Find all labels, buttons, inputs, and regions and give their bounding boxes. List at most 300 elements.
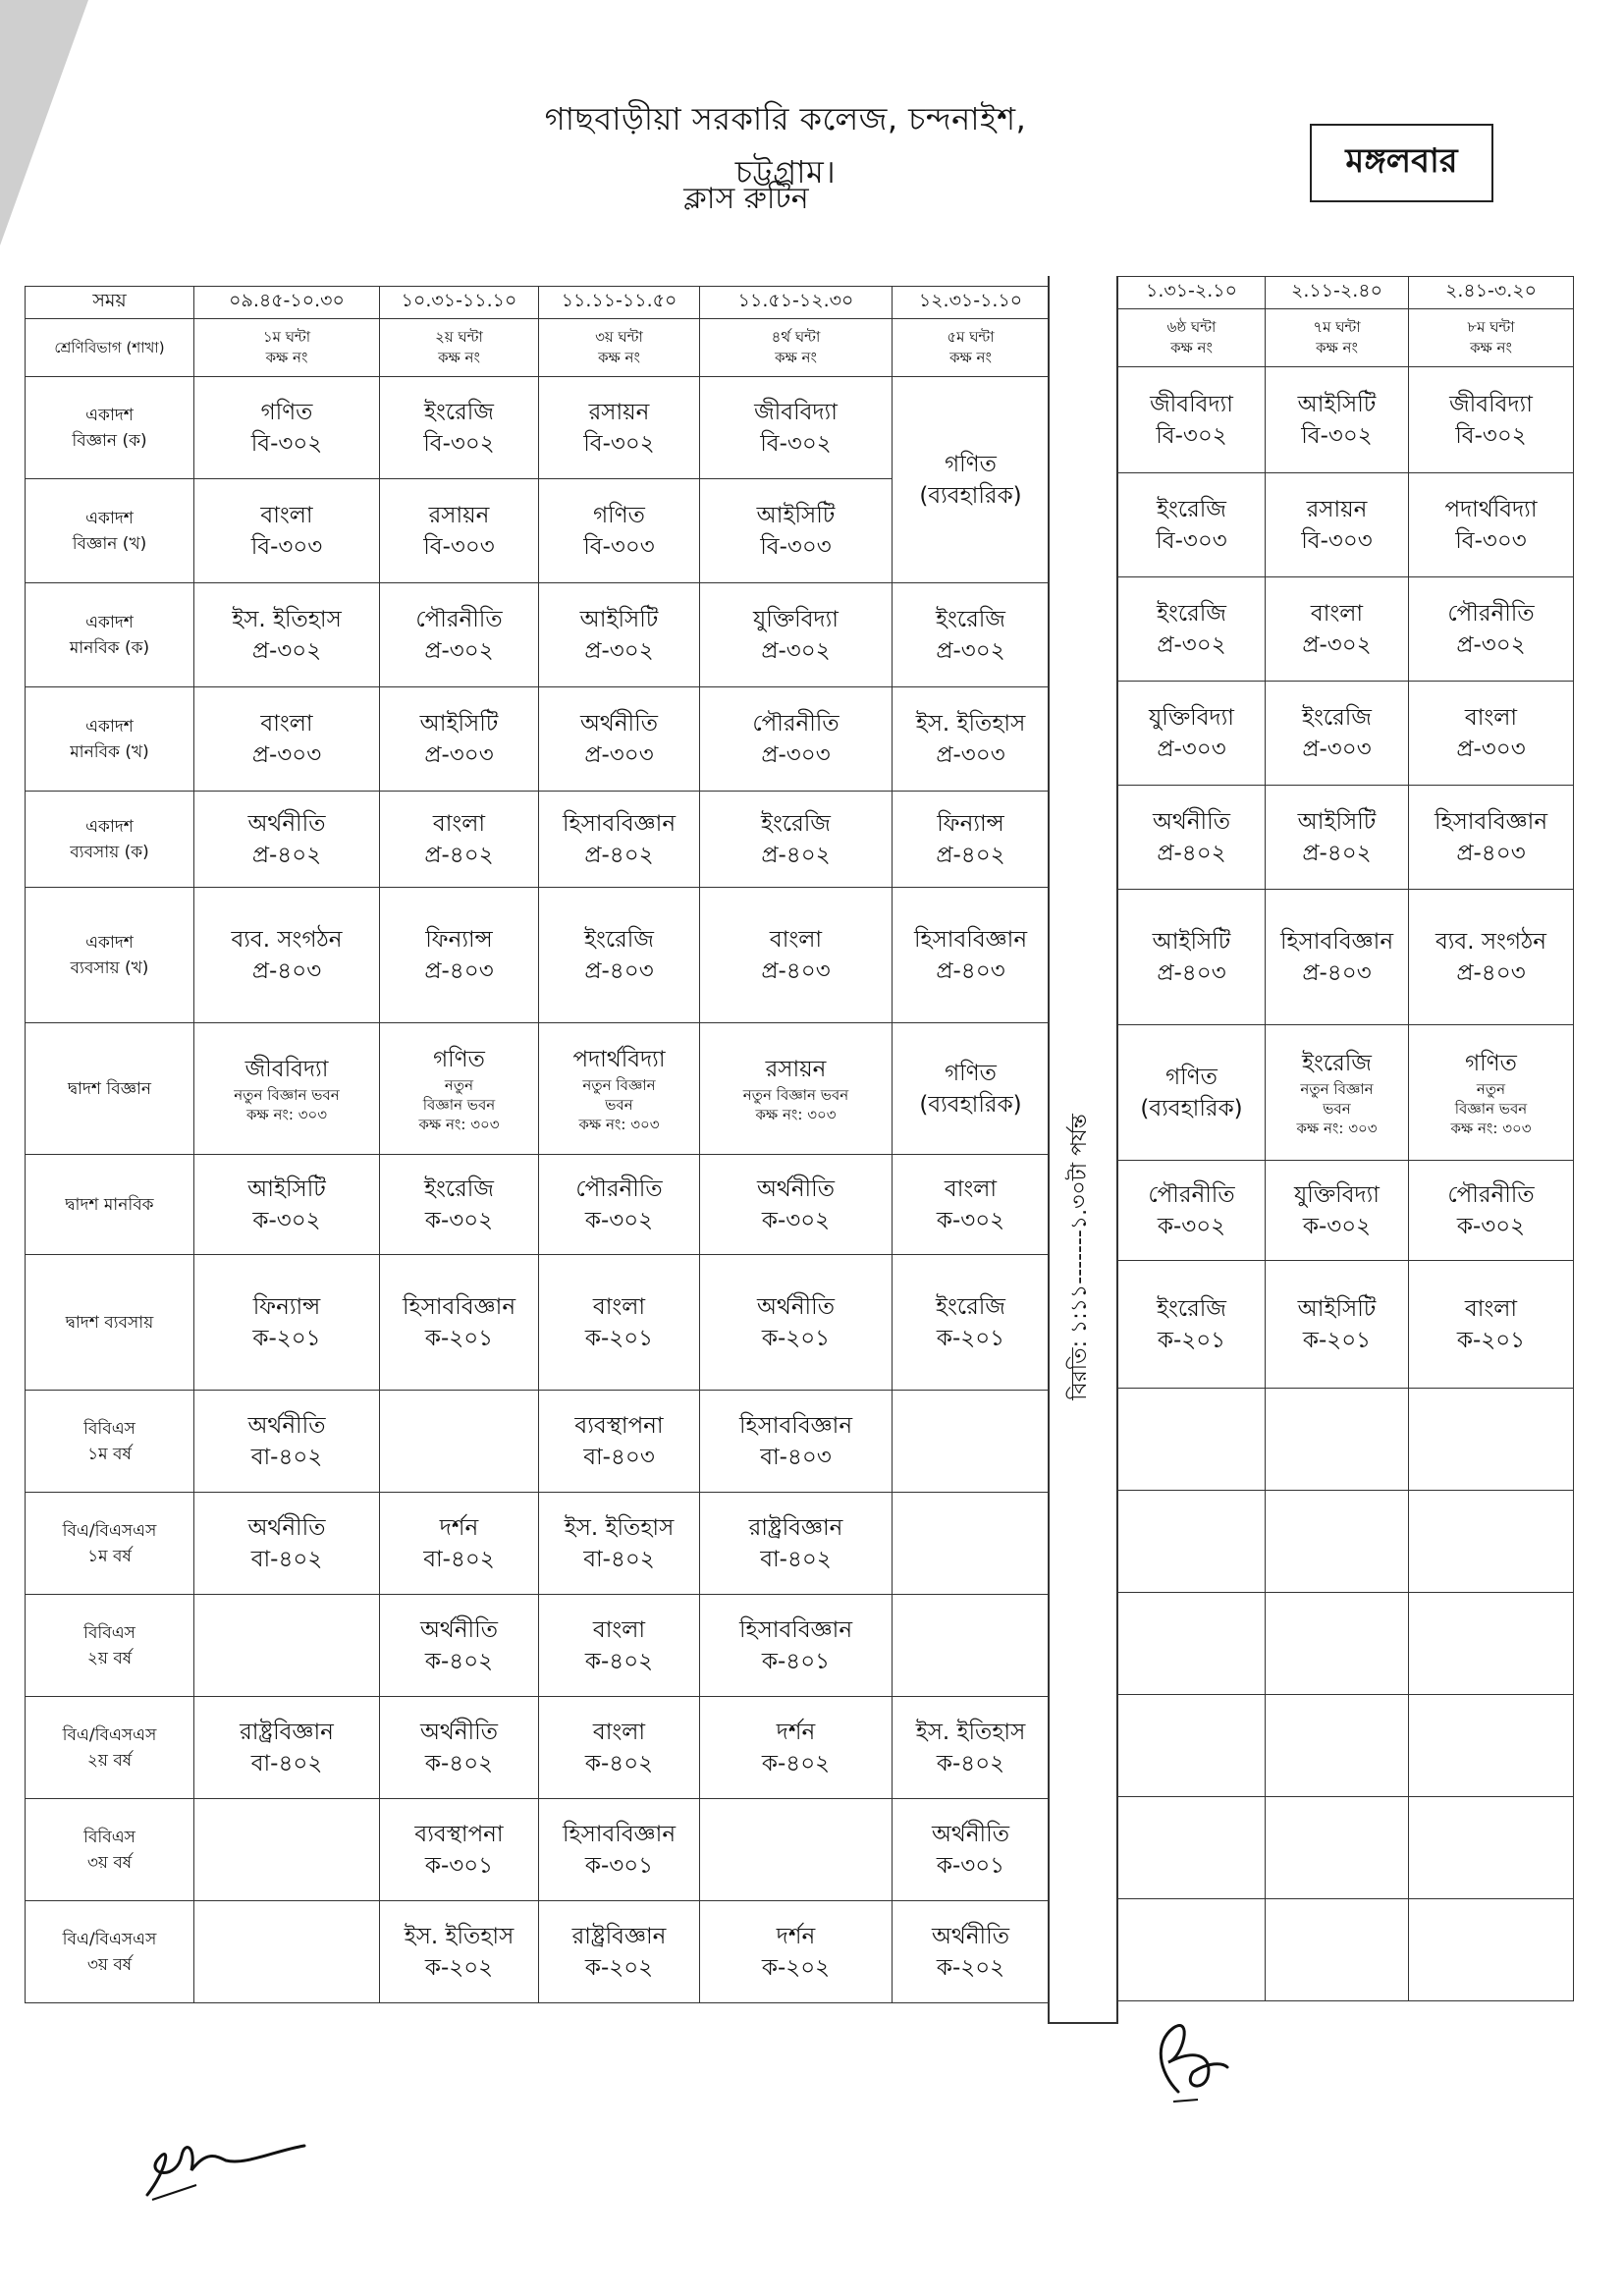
subject-line: প্র-৩০৩ — [1456, 736, 1526, 762]
routine-cell — [194, 1595, 380, 1697]
routine-cell — [194, 1799, 380, 1901]
subject-line: হিসাববিজ্ঞান — [738, 1412, 853, 1439]
table-row — [1118, 682, 1574, 786]
subject-line: প্র-৪০২ — [1302, 840, 1372, 866]
table-row — [26, 792, 1050, 888]
routine-cell — [1266, 1025, 1409, 1161]
class-label — [26, 583, 194, 687]
routine-cell — [539, 1697, 700, 1799]
subject-line: হিসাববিজ্ঞান — [1279, 928, 1394, 955]
subject-line: অর্থনীতি — [932, 1923, 1009, 1949]
class-label — [26, 1595, 194, 1697]
routine-cell — [893, 583, 1050, 687]
subject-line: জীববিদ্যা — [244, 1056, 329, 1082]
routine-cell — [1118, 1899, 1266, 2001]
subject-line: প্র-৩০৩ — [1302, 736, 1372, 762]
subject-line: গণিত (ব্যবহারিক) — [919, 451, 1022, 509]
routine-cell — [1118, 1797, 1266, 1899]
subject-line: ক-৩০২ — [936, 1207, 1005, 1233]
routine-cell — [380, 1595, 539, 1697]
table-row — [26, 1595, 1050, 1697]
subject-line: পৌরনীতি — [752, 710, 839, 737]
subject-line: গণিত — [945, 1060, 997, 1086]
routine-cell — [1118, 1695, 1266, 1797]
subject-line: পদার্থবিদ্যা — [1444, 496, 1538, 522]
class-label — [26, 377, 194, 479]
table-row — [26, 1023, 1050, 1155]
subject-line: রাষ্ট্রবিজ্ঞান — [571, 1923, 667, 1949]
subject-line: ক-৩০১ — [424, 1852, 494, 1879]
break-label: বিরতি: ১:১১-------১.৩০টা পর্যন্ত — [1066, 1114, 1092, 1400]
subject-line: বাংলা — [1464, 704, 1518, 731]
subject-line: প্র-৪০৩ — [1456, 959, 1526, 986]
subject-line: বা-৪০২ — [423, 1546, 495, 1572]
subject-line: হিসাববিজ্ঞান — [913, 926, 1028, 953]
time-slot: ০৯.৪৫-১০.৩০ — [194, 287, 380, 319]
routine-cell — [700, 1799, 893, 1901]
subject-line: বি-৩০২ — [1455, 422, 1527, 449]
time-slot: ২.১১-২.৪০ — [1266, 277, 1409, 309]
class-label-line: ১ম বর্ষ — [87, 1444, 132, 1464]
routine-cell — [1409, 367, 1574, 473]
table-row — [26, 888, 1050, 1023]
period-header — [1409, 309, 1574, 367]
subject-line: ক-৪০২ — [761, 1750, 831, 1777]
subject-line: প্র-৪০২ — [761, 842, 831, 868]
class-label-line: একাদশ — [85, 816, 134, 837]
subject-line: ক-২০২ — [936, 1954, 1005, 1981]
subject-line: জীববিদ্যা — [754, 399, 838, 425]
subject-line: প্র-৩০২ — [424, 637, 494, 664]
subject-line: রসায়ন — [765, 1056, 827, 1082]
subject-line: ক-৪০২ — [424, 1750, 494, 1777]
table-row — [26, 687, 1050, 792]
subject-line: প্র-৪০২ — [1157, 840, 1226, 866]
routine-cell — [194, 687, 380, 792]
subject-line: অর্থনীতি — [580, 710, 658, 737]
subject-line: প্র-৪০৩ — [251, 957, 322, 984]
subject-line: আইসিটি — [419, 710, 499, 737]
routine-cell — [700, 1255, 893, 1391]
subject-line: প্র-৪০২ — [936, 842, 1005, 868]
subject-line: প্র-৩০২ — [1157, 631, 1226, 658]
routine-cell — [1118, 890, 1266, 1025]
routine-cell — [380, 479, 539, 583]
routine-cell — [194, 479, 380, 583]
class-label-line: ১ম বর্ষ — [87, 1546, 132, 1566]
subject-line: যুক্তিবিদ্যা — [753, 606, 839, 632]
subject-line: বাংলা — [592, 1719, 646, 1745]
routine-cell — [1409, 577, 1574, 682]
subject-line: রাষ্ট্রবিজ্ঞান — [240, 1719, 334, 1745]
routine-cell — [1118, 1161, 1266, 1261]
routine-cell — [194, 1493, 380, 1595]
subject-line: প্র-৪০৩ — [584, 957, 654, 984]
table-row — [26, 1799, 1050, 1901]
routine-cell — [380, 1155, 539, 1255]
day-label: মঙ্গলবার — [1310, 124, 1493, 202]
subject-line: (ব্যবহারিক) — [919, 1091, 1022, 1118]
class-header-label — [26, 319, 194, 377]
subject-line: বি-৩০৩ — [423, 533, 495, 560]
class-label-line: মানবিক (ক) — [69, 637, 150, 658]
subject-line: বাংলা — [1310, 600, 1364, 627]
subject-line: ব্যব. সংগঠন — [231, 926, 343, 953]
routine-cell — [1266, 890, 1409, 1025]
subject-line: গণিত — [1465, 1050, 1517, 1076]
subject-line: বাংলা — [592, 1616, 646, 1643]
table-row — [26, 1391, 1050, 1493]
class-label-line: ব্যবসায় (ক) — [70, 842, 149, 862]
subject-line: ক-২০১ — [1157, 1327, 1226, 1353]
routine-cell — [194, 583, 380, 687]
routine-cell — [893, 1155, 1050, 1255]
table-row — [1118, 786, 1574, 890]
table-row — [1118, 577, 1574, 682]
subject-line: প্র-৩০২ — [251, 637, 322, 664]
subject-line: আইসিটি — [1297, 1295, 1377, 1322]
routine-cell — [539, 792, 700, 888]
subject-line: প্র-৪০৩ — [761, 957, 831, 984]
routine-cell — [1118, 682, 1266, 786]
routine-cell — [539, 1595, 700, 1697]
subject-line: ক-৩০২ — [252, 1207, 321, 1233]
routine-cell — [194, 1391, 380, 1493]
routine-cell — [700, 377, 893, 479]
subject-line: ক-৪০২ — [424, 1648, 494, 1674]
room-note: নতুন বিজ্ঞান ভবন — [742, 1085, 849, 1104]
room-note: বিজ্ঞান ভবন — [422, 1095, 496, 1114]
subject-line: প্র-৪০২ — [424, 842, 494, 868]
subject-line: বাংলা — [260, 710, 313, 737]
routine-cell — [1409, 1025, 1574, 1161]
subject-line: আইসিটি — [579, 606, 659, 632]
subject-line: ক-৪০২ — [584, 1750, 654, 1777]
subject-line: বি-৩০২ — [1156, 422, 1227, 449]
subject-line: প্র-৪০৩ — [1456, 840, 1526, 866]
routine-cell — [1409, 1161, 1574, 1261]
routine-cell — [194, 1255, 380, 1391]
routine-cell — [1266, 1491, 1409, 1593]
routine-cell — [1266, 1389, 1409, 1491]
room-note: কক্ষ নং: ৩০৩ — [246, 1105, 327, 1123]
subject-line: পৌরনীতি — [1447, 1181, 1535, 1208]
routine-cell — [380, 583, 539, 687]
routine-cell — [1118, 1389, 1266, 1491]
subject-line: বা-৪০২ — [583, 1546, 655, 1572]
class-label-line: দ্বাদশ বিজ্ঞান — [67, 1078, 152, 1099]
time-slot: ২.৪১-৩.২০ — [1409, 277, 1574, 309]
subject-line: অর্থনীতি — [757, 1175, 835, 1202]
subject-line: বাংলা — [1464, 1295, 1518, 1322]
subject-line: বা-৪০৩ — [583, 1444, 655, 1470]
subject-line: ইংরেজি — [584, 926, 654, 953]
subject-line: বা-৪০২ — [250, 1750, 323, 1777]
subject-line: বি-৩০৩ — [583, 533, 655, 560]
subject-line: ক-২০১ — [252, 1325, 321, 1351]
routine-cell — [539, 377, 700, 479]
subject-line: রসায়ন — [588, 399, 650, 425]
table-row — [26, 1493, 1050, 1595]
class-label-line: বিএ/বিএসএস — [62, 1724, 157, 1745]
subject-line: ব্যব. সংগঠন — [1435, 928, 1547, 955]
subject-line: বাংলা — [592, 1293, 646, 1320]
routine-cell — [380, 792, 539, 888]
period-line: ৩য় ঘন্টা — [595, 328, 643, 346]
subject-line: ক-৩০২ — [1456, 1213, 1526, 1239]
class-label — [26, 1697, 194, 1799]
table-row — [1118, 1491, 1574, 1593]
routine-cell — [700, 1493, 893, 1595]
subject-line: ক-২০১ — [761, 1325, 831, 1351]
routine-cell — [380, 1391, 539, 1493]
routine-cell — [380, 687, 539, 792]
routine-cell — [893, 1799, 1050, 1901]
subject-line: অর্থনীতি — [247, 1412, 326, 1439]
time-slot: ১১.৫১-১২.৩০ — [700, 287, 893, 319]
class-label — [26, 1799, 194, 1901]
class-label-line: একাদশ — [85, 932, 134, 953]
subject-line: পদার্থবিদ্যা — [572, 1046, 666, 1072]
routine-cell — [1118, 786, 1266, 890]
class-label — [26, 1901, 194, 2003]
routine-cell — [194, 888, 380, 1023]
class-label-line: ৩য় বর্ষ — [86, 1852, 133, 1873]
routine-cell — [893, 1901, 1050, 2003]
routine-cell — [380, 1901, 539, 2003]
routine-cell — [1266, 1899, 1409, 2001]
routine-cell — [380, 1697, 539, 1799]
routine-cell — [1409, 1899, 1574, 2001]
table-row — [1118, 1261, 1574, 1389]
table-row — [1118, 1161, 1574, 1261]
room-note: বিজ্ঞান ভবন — [1454, 1099, 1528, 1118]
subject-line: ইস. ইতিহাস — [915, 1719, 1026, 1745]
routine-table-left — [25, 286, 1050, 2003]
period-line: কক্ষ নং — [265, 349, 308, 366]
subject-line: বা-৪০২ — [760, 1546, 832, 1572]
routine-cell — [700, 888, 893, 1023]
routine-cell — [1118, 577, 1266, 682]
class-label-line: একাদশ — [85, 405, 134, 425]
routine-cell — [380, 1255, 539, 1391]
routine-cell — [539, 687, 700, 792]
period-line: ৮ম ঘন্টা — [1467, 318, 1515, 336]
routine-cell — [1266, 473, 1409, 577]
subject-line: ইংরেজি — [936, 1293, 1005, 1320]
routine-cell — [700, 479, 893, 583]
subject-line: প্র-৪০৩ — [424, 957, 494, 984]
routine-cell — [1409, 1261, 1574, 1389]
time-slot: ১০.৩১-১১.১০ — [380, 287, 539, 319]
table-row — [1118, 890, 1574, 1025]
routine-cell — [1409, 786, 1574, 890]
subject-line: যুক্তিবিদ্যা — [1149, 704, 1234, 731]
subject-line: প্র-৩০৩ — [761, 741, 831, 768]
routine-cell — [1266, 1593, 1409, 1695]
subject-line: প্র-৩০৩ — [424, 741, 494, 768]
table-row — [26, 377, 1050, 479]
period-line: কক্ষ নং — [438, 349, 480, 366]
routine-cell — [700, 792, 893, 888]
subject-line: প্র-৩০৩ — [936, 741, 1005, 768]
subject-line: প্র-৪০৩ — [1302, 959, 1372, 986]
routine-cell — [1266, 1261, 1409, 1389]
subject-line: ক-৩০২ — [1302, 1213, 1372, 1239]
routine-cell — [893, 687, 1050, 792]
routine-cell — [700, 1595, 893, 1697]
room-note: কক্ষ নং: ৩০৩ — [1450, 1119, 1532, 1137]
class-label — [26, 1493, 194, 1595]
routine-cell — [1266, 682, 1409, 786]
routine-cell — [700, 1155, 893, 1255]
routine-cell — [1118, 1261, 1266, 1389]
table-row — [1118, 1899, 1574, 2001]
routine-cell — [539, 1493, 700, 1595]
time-slot: ১.৩১-২.১০ — [1118, 277, 1266, 309]
subject-line: ক-২০১ — [584, 1325, 654, 1351]
subject-line: অর্থনীতি — [757, 1293, 835, 1320]
room-note: নতুন বিজ্ঞান — [582, 1075, 656, 1094]
class-label-line: মানবিক (খ) — [70, 741, 149, 762]
subject-line: প্র-৪০২ — [251, 842, 322, 868]
routine-cell — [893, 1697, 1050, 1799]
subject-line: ক-২০২ — [584, 1954, 654, 1981]
routine-cell — [539, 583, 700, 687]
table-row — [1118, 1593, 1574, 1695]
subject-line: প্র-৪০৩ — [936, 957, 1005, 984]
subject-line: ক-২০১ — [936, 1325, 1005, 1351]
time-slot: ১১.১১-১১.৫০ — [539, 287, 700, 319]
subject-line: প্র-৩০২ — [936, 637, 1005, 664]
subject-line: যুক্তিবিদ্যা — [1294, 1181, 1380, 1208]
subject-line: প্র-৪০২ — [584, 842, 654, 868]
subject-line: বাংলা — [432, 810, 486, 837]
room-note: কক্ষ নং: ৩০৩ — [418, 1115, 500, 1133]
class-label-line: একাদশ — [85, 716, 134, 737]
routine-cell — [1409, 1491, 1574, 1593]
routine-cell — [539, 479, 700, 583]
routine-cell — [893, 1391, 1050, 1493]
class-label — [26, 792, 194, 888]
table-row — [1118, 1025, 1574, 1161]
subject-line: ইংরেজি — [424, 399, 494, 425]
subject-line: আইসিটি — [1297, 808, 1377, 835]
period-line: কক্ষ নং — [598, 349, 640, 366]
class-label-line: একাদশ — [85, 612, 134, 632]
class-label-line: ৩য় বর্ষ — [86, 1954, 133, 1975]
class-label-line: বিজ্ঞান (খ) — [72, 533, 147, 554]
routine-cell — [700, 687, 893, 792]
subject-line: প্র-৩০২ — [584, 637, 654, 664]
class-label-line: ব্যবসায় (খ) — [70, 957, 149, 978]
routine-cell — [194, 1155, 380, 1255]
routine-cell — [380, 1799, 539, 1901]
class-label-line: বিএ/বিএসএস — [62, 1929, 157, 1949]
routine-cell — [1409, 1593, 1574, 1695]
subject-line: ইস. ইতিহাস — [232, 606, 342, 632]
subject-line: জীববিদ্যা — [1449, 391, 1533, 417]
routine-cell — [700, 583, 893, 687]
period-line: ২য় ঘন্টা — [435, 328, 483, 346]
merged-practical-cell — [893, 377, 1050, 583]
room-note: কক্ষ নং: ৩০৩ — [1296, 1119, 1378, 1137]
routine-cell — [1409, 1695, 1574, 1797]
routine-cell — [1266, 577, 1409, 682]
period-header — [893, 319, 1050, 377]
subject-line: বি-৩০৩ — [1301, 527, 1373, 554]
subject-line: ইস. ইতিহাস — [915, 710, 1026, 737]
routine-cell — [194, 1901, 380, 2003]
routine-cell — [1118, 1593, 1266, 1695]
table-row — [26, 1255, 1050, 1391]
class-label-line: দ্বাদশ মানবিক — [65, 1194, 154, 1215]
subject-line: গণিত — [593, 502, 645, 528]
period-line: ৭ম ঘন্টা — [1313, 318, 1361, 336]
class-label-line: বিবিএস — [83, 1827, 135, 1847]
time-slot: ১২.৩১-১.১০ — [893, 287, 1050, 319]
period-header — [1118, 309, 1266, 367]
period-line: কক্ষ নং — [1470, 339, 1512, 356]
subject-line: আইসিটি — [1152, 928, 1231, 955]
routine-cell — [539, 1023, 700, 1155]
period-header — [700, 319, 893, 377]
routine-cell — [700, 1697, 893, 1799]
subject-line: ক-৩০১ — [936, 1852, 1005, 1879]
subject-line: রসায়ন — [428, 502, 490, 528]
subject-line: ব্যবস্থাপনা — [574, 1412, 664, 1439]
table-row — [26, 1155, 1050, 1255]
subject-line: ক-৩০১ — [584, 1852, 654, 1879]
routine-cell — [539, 1255, 700, 1391]
subject-line: পৌরনীতি — [1447, 600, 1535, 627]
routine-cell — [700, 1901, 893, 2003]
table-row — [1118, 473, 1574, 577]
subject-line: আইসিটি — [247, 1175, 326, 1202]
subject-line: গণিত — [433, 1046, 485, 1072]
period-line: ৫ম ঘন্টা — [947, 328, 995, 346]
class-label-line: ২য় বর্ষ — [86, 1750, 133, 1771]
subject-line: বি-৩০২ — [1301, 422, 1373, 449]
routine-cell — [539, 1799, 700, 1901]
subject-line: প্র-৩০৩ — [1157, 736, 1226, 762]
subject-line: বাংলা — [260, 502, 313, 528]
subject-line: ইংরেজি — [1157, 496, 1226, 522]
subject-line: বাংলা — [944, 1175, 998, 1202]
class-label-line: বিএ/বিএসএস — [62, 1520, 157, 1541]
routine-cell — [700, 1023, 893, 1155]
period-header — [539, 319, 700, 377]
routine-cell — [1266, 1161, 1409, 1261]
subject-line: ক-২০২ — [424, 1954, 494, 1981]
routine-cell — [1118, 1025, 1266, 1161]
subject-line: অর্থনীতি — [247, 810, 326, 837]
principal-signature — [137, 2102, 314, 2210]
routine-cell — [194, 1697, 380, 1799]
subject-line: ফিন্যান্স — [252, 1293, 321, 1320]
subject-line: অর্থনীতি — [420, 1616, 498, 1643]
subject-line: প্র-৩০২ — [1456, 631, 1526, 658]
subject-line: ফিন্যান্স — [937, 810, 1004, 837]
subject-line: ইংরেজি — [1157, 1295, 1226, 1322]
routine-cell — [380, 377, 539, 479]
period-line: কক্ষ নং — [775, 349, 817, 366]
subject-line: ইংরেজি — [761, 810, 831, 837]
subject-line: বি-৩০২ — [583, 430, 655, 457]
header-line: বিভাগ (শাখা) — [83, 338, 165, 356]
subject-line: ক-৩০২ — [424, 1207, 494, 1233]
routine-cell — [380, 1023, 539, 1155]
